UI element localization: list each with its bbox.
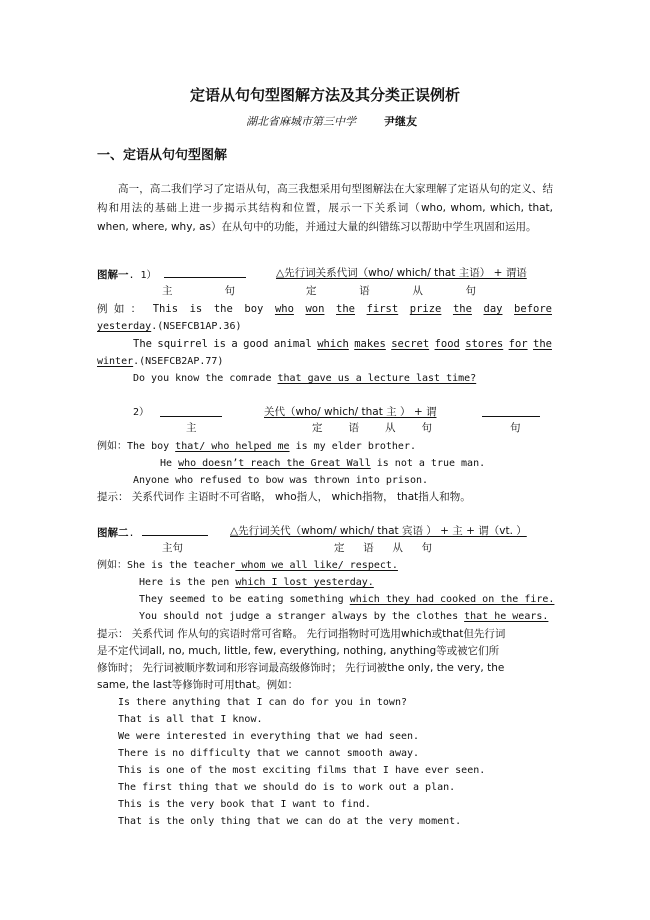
diagram2-example-list-item: Is there anything that I can do for you in town? [118, 697, 407, 708]
author-name: 尹继友 [384, 115, 417, 128]
diagram1-formula-line [97, 266, 246, 283]
diagram1-caption2-main: 主 [186, 422, 197, 434]
diagram2-formula-line: 图解二. [97, 524, 208, 541]
diagram1-example-1-line1: 例 如 ： This is the boy who won the first prize the day before [97, 303, 552, 315]
diagram1-example-3: Do you know the comrade that gave us a lecture last time? [133, 373, 477, 384]
diagram2-label: 图解二 [97, 527, 129, 539]
diagram1-tip: 提示： 关系代词作 主语时不可省略， who指人， which指物， that指人和物。 [97, 491, 471, 503]
diagram1-label: 图解一 [97, 269, 129, 281]
diagram2-example-list-item: That is all that I know. [118, 714, 263, 725]
diagram1-caption2-main-end: 句 [510, 422, 521, 434]
diagram2-example-1: 例如：She is the teacher whom we all like/ respect. [97, 560, 398, 571]
intro-paragraph: 高一，高二我们学习了定语从句，高三我想采用句型图解法在大家理解了定语从句的定义、结构和用法的基础上进一步揭示其结构和位置，展示一下关系词（who, whom, which, that, when, where, why, as）在从句中的功能，并通过大量的纠错练习以帮助中学生巩固和运用。 [97, 183, 553, 233]
diagram1-blank-1 [164, 266, 246, 278]
diagram1-blank-2b [482, 405, 540, 422]
diagram2-caption-main: 主句 [162, 542, 183, 554]
diagram2-caption-clause: 定 语 从 句 [334, 542, 432, 554]
diagram1-blank-2a [160, 405, 222, 422]
diagram2-example-list-item: This is one of the most exciting films that I have ever seen. [118, 765, 486, 776]
diagram1-example-6: Anyone who refused to bow was thrown into prison. [133, 475, 429, 486]
diagram2-example-list-item: We were interested in everything that we had seen. [118, 731, 420, 742]
diagram2-example-2: Here is the pen which I lost yesterday. [139, 577, 374, 588]
diagram2-tip-line1: 提示： 关系代词 作从句的宾语时常可省略。 先行词指物时可选用which或that但先行词 [97, 628, 506, 640]
diagram2-example-4: You should not judge a stranger always by the clothes that he wears. [139, 611, 549, 622]
diagram2-tip-line4: same, the last等修饰时可用that。例如： [97, 679, 299, 691]
diagram2-formula: △先行词关代（whom/ which/ that 宾语 ） + 主 + 谓（vt. ） [230, 525, 527, 537]
diagram1-example-5: He who doesn’t reach the Great Wall is not a true man. [160, 458, 486, 469]
diagram2-blank [142, 524, 208, 536]
diagram1-example-4: 例如：The boy that/ who helped me is my elder brother. [97, 441, 416, 452]
diagram1-example-2-line2: winter.(NSEFCB2AP.77) [97, 356, 224, 367]
diagram2-tip-line2: 是不定代词all, no, much, little, few, everything, nothing, anything等或被它们所 [97, 645, 500, 657]
page-title: 定语从句句型图解方法及其分类正误例析 [189, 86, 460, 104]
diagram1-number: . 1） [128, 270, 157, 281]
diagram2-example-list-item: There is no difficulty that we cannot smooth away. [118, 748, 420, 759]
diagram1-example-1-line2: yesterday.(NSEFCB1AP.36) [97, 321, 242, 332]
author-line [246, 114, 417, 129]
diagram1-caption-clause: 定 语 从 句 [306, 285, 476, 297]
diagram2-example-list-item: That is the only thing that we can do at the very moment. [118, 816, 462, 827]
section-heading: 一、定语从句句型图解 [97, 148, 228, 163]
author-school: 湖北省麻城市第三中学 [246, 115, 356, 128]
diagram2-tip-line3: 修饰时； 先行词被顺序数词和形容词最高级修饰时； 先行词被the only, the very, the [97, 662, 505, 674]
diagram1-caption2-clause: 定 语 从 句 [312, 422, 432, 434]
diagram1-formula-1: △先行词关系代词（who/ which/ that 主语） + 谓语 [276, 267, 527, 279]
diagram1-caption-main: 主 句 [162, 285, 235, 297]
diagram1-number-2: 2） [133, 407, 150, 418]
diagram1-formula-2: 关代（who/ which/ that 主 ） + 谓 [264, 406, 437, 418]
diagram2-example-3: They seemed to be eating something which they had cooked on the fire. [139, 594, 555, 605]
diagram1-example-2-line1: The squirrel is a good animal which makes secret food stores for the [133, 338, 552, 350]
diagram2-example-list-item: The first thing that we should do is to work out a plan. [118, 782, 456, 793]
diagram2-example-list-item: This is the very book that I want to find. [118, 799, 371, 810]
